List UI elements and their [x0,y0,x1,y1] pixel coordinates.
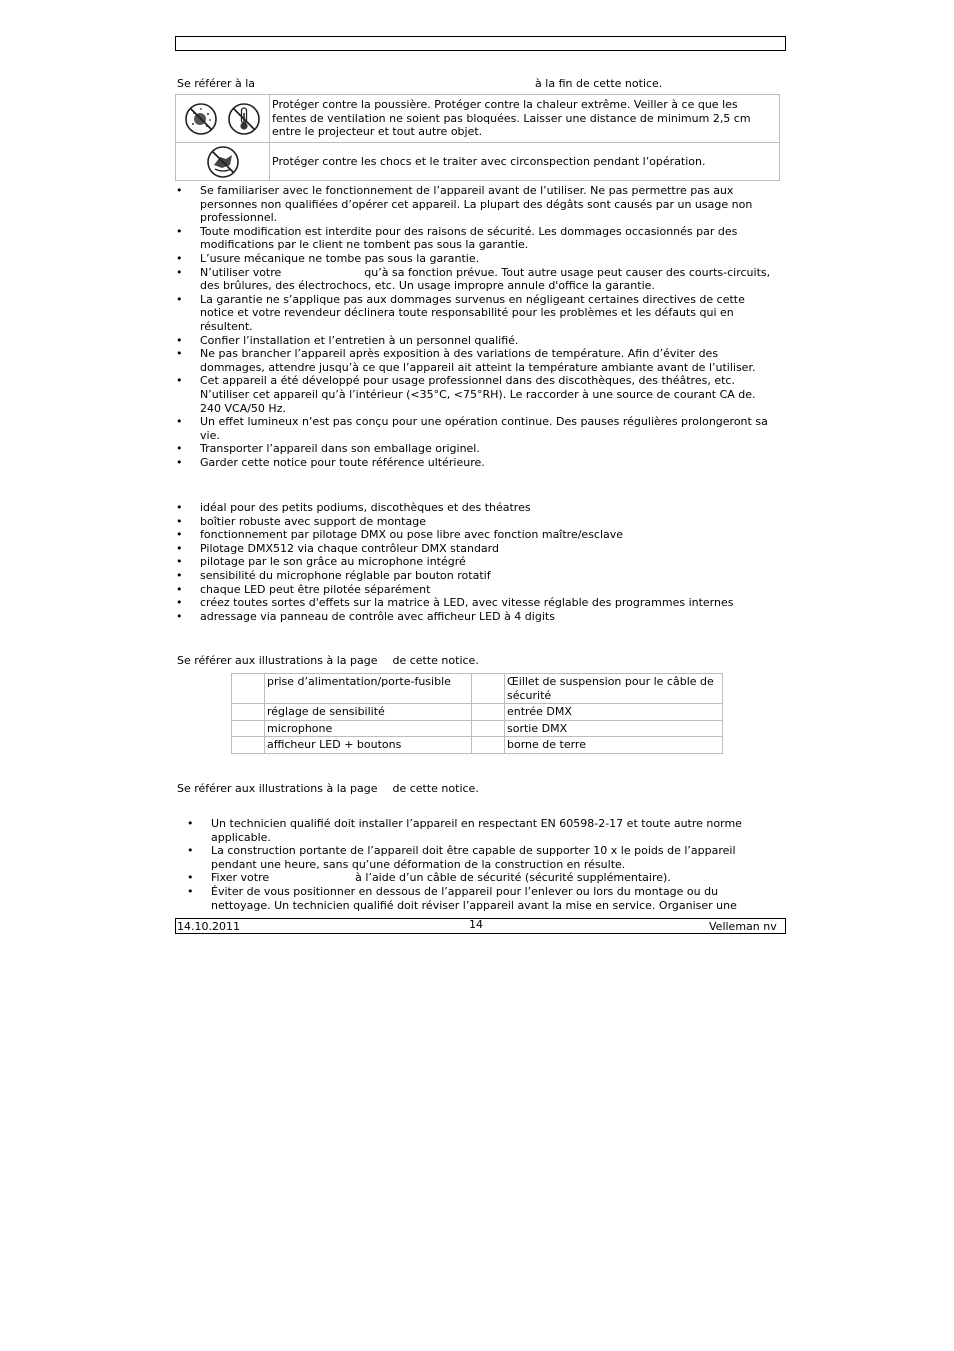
part-number-cell [472,720,505,737]
list-item: • Garder cette notice pour toute référence ultérieure. [176,456,772,470]
list-item: • pilotage par le son grâce au microphone intégré [176,555,772,569]
list-item: • Confier l’installation et l’entretien à un personnel qualifié. [176,334,772,348]
list-item: • créez toutes sortes d'effets sur la matrice à LED, avec vitesse réglable des programmes internes [176,596,772,610]
part-right: borne de terre [505,737,723,754]
symbol-row [176,143,780,181]
list-item: • La construction portante de l’appareil doit être capable de supporter 10 x le poids de l’appareil pendant une heure, sans qu’une déformation de la construction en résulte. [187,844,775,871]
list-item: • boîtier robuste avec support de montage [176,515,772,529]
part-number-cell [472,704,505,721]
part-number-cell [232,674,265,704]
part-left: réglage de sensibilité [265,704,472,721]
list-item [187,871,775,885]
table-row [232,737,723,754]
intro-after: à la fin de cette notice. [535,77,663,90]
parts-table [231,673,723,754]
symbol-row [176,95,780,143]
table-row [232,720,723,737]
footer-date: 14.10.2011 [177,920,240,933]
part-number-cell [472,674,505,704]
overview-ref-before: Se référer aux illustrations à la page [177,654,378,667]
table-row [232,704,723,721]
list-item: • idéal pour des petits podiums, discothèques et des théatres [176,501,772,515]
symbol-icons-cell [176,95,270,143]
list-item: • L’usure mécanique ne tombe pas sous la garantie. [176,252,772,266]
list-item: • Un technicien qualifié doit installer l’appareil en respectant EN 60598-2-17 et toute autre norme applicable. [187,817,775,844]
table-row [232,674,723,704]
guidelines-list [176,184,772,469]
part-left: prise d’alimentation/porte-fusible [265,674,472,704]
intro-line [177,77,777,91]
list-item: • Cet appareil a été développé pour usage professionnel dans des discothèques, des théâtres, etc. N’utiliser cet appareil qu’à l’intérieur (<35°C, <75°RH). Le raccorder à une source de courant CA de. 240 VCA/50 Hz. [176,374,772,415]
list-item: • adressage via panneau de contrôle avec afficheur LED à 4 digits [176,610,772,624]
guideline-split-after: qu’à sa fonction prévue. Tout autre usage peut causer des courts-circuits, des brûlures, des électrochocs, etc. Un usage impropre annule d'office la garantie. [200,265,771,293]
install-reference [177,782,479,796]
part-left: microphone [265,720,472,737]
install-item3-before: Fixer votre [211,871,270,885]
list-item: • Toute modification est interdite pour des raisons de sécurité. Les dommages occasionnés par des modifications par le client ne tombent pas sous la garantie. [176,225,772,252]
symbol-icons-cell [176,143,270,181]
list-item: • Un effet lumineux n’est pas conçu pour une opération continue. Des pauses régulières prolongeront sa vie. [176,415,772,442]
install-list [187,817,775,912]
symbol-text: Protéger contre les chocs et le traiter avec circonspection pendant l’opération. [270,143,780,181]
list-item [176,266,772,293]
part-number-cell [232,720,265,737]
part-left: afficheur LED + boutons [265,737,472,754]
part-number-cell [232,704,265,721]
list-item: • Transporter l’appareil dans son emballage originel. [176,442,772,456]
footer-page-number: 14 [469,918,483,931]
list-item: • fonctionnement par pilotage DMX ou pose libre avec fonction maître/esclave [176,528,772,542]
part-right: Œillet de suspension pour le câble de sécurité [505,674,723,704]
overview-ref-after: de cette notice. [392,654,479,667]
no-dust-icon [183,102,219,136]
no-extreme-heat-icon [226,102,262,136]
header-box [175,36,786,51]
intro-before: Se référer à la [177,77,256,90]
list-item: • chaque LED peut être pilotée séparément [176,583,772,597]
symbols-table [175,94,780,181]
list-item: • Ne pas brancher l’appareil après exposition à des variations de température. Afin d’éviter des dommages, attendre jusqu’à ce que l’appareil ait atteint la température ambiante avant de l’utiliser. [176,347,772,374]
no-shocks-icon [205,145,241,179]
symbol-text: Protéger contre la poussière. Protéger contre la chaleur extrême. Veiller à ce que les fentes de ventilation ne soient pas bloquées. Laisser une distance de minimum 2,5 cm entre le projecteur et tout autre objet. [270,95,780,143]
part-number-cell [472,737,505,754]
list-item: • Se familiariser avec le fonctionnement de l’appareil avant de l’utiliser. Ne pas permettre pas aux personnes non qualifiées d’opérer cet appareil. La plupart des dégâts sont causés par un usage non professionnel. [176,184,772,225]
list-item: • La garantie ne s’applique pas aux dommages survenus en négligeant certaines directives de cette notice et votre revendeur déclinera toute responsabilité pour les problèmes et les défauts qui en résultent. [176,293,772,334]
list-item: • Éviter de vous positionner en dessous de l’appareil pour l’enlever ou lors du montage ou du nettoyage. Un technicien qualifié doit réviser l’appareil avant la mise en service. Organiser une [187,885,775,912]
overview-reference [177,654,479,668]
list-item: • sensibilité du microphone réglable par bouton rotatif [176,569,772,583]
part-right: sortie DMX [505,720,723,737]
part-number-cell [232,737,265,754]
install-ref-after: de cette notice. [392,782,479,795]
list-item: • Pilotage DMX512 via chaque contrôleur DMX standard [176,542,772,556]
guideline-split-before: N’utiliser votre [200,265,282,279]
footer-brand: Velleman nv [709,920,777,933]
install-ref-before: Se référer aux illustrations à la page [177,782,378,795]
features-list [176,501,772,623]
install-item3-after: à l’aide d’un câble de sécurité (sécurité supplémentaire). [355,871,671,885]
part-right: entrée DMX [505,704,723,721]
